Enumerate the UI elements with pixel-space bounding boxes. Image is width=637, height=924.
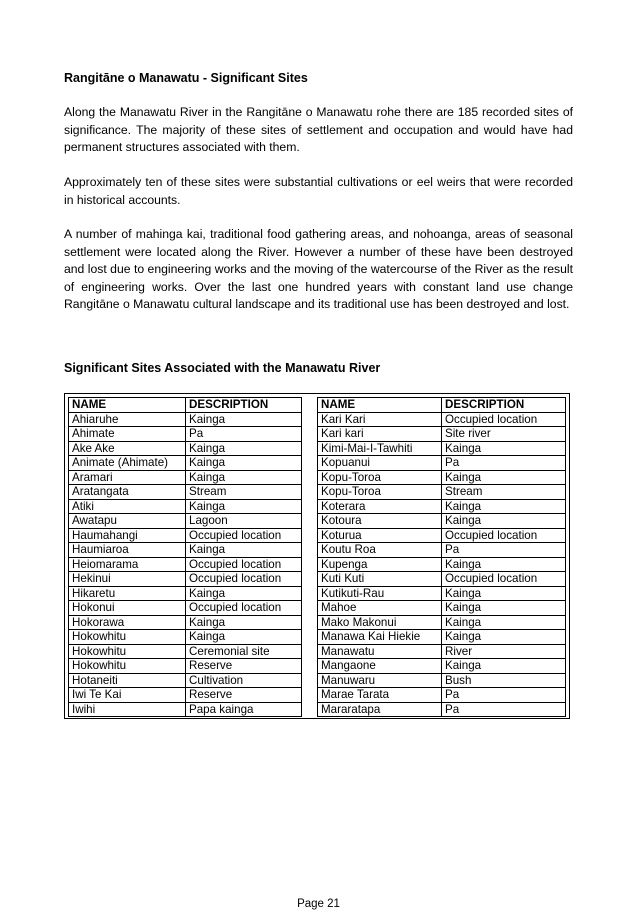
site-name-cell: Kupenga [318, 557, 442, 572]
site-description-cell: Kainga [442, 601, 566, 616]
site-name-cell: Aratangata [69, 485, 186, 500]
table-row [69, 673, 302, 688]
site-description-cell: Pa [186, 427, 302, 442]
site-description-cell: Kainga [186, 456, 302, 471]
table-row [318, 630, 566, 645]
table-row [318, 644, 566, 659]
site-name-cell: Koutu Roa [318, 543, 442, 558]
site-name-cell: Ahimate [69, 427, 186, 442]
site-name-cell: Koterara [318, 499, 442, 514]
site-description-cell: Kainga [186, 470, 302, 485]
site-description-cell: Occupied location [442, 572, 566, 587]
site-description-cell: Pa [442, 702, 566, 717]
site-description-cell: Kainga [442, 557, 566, 572]
site-name-cell: Hotaneiti [69, 673, 186, 688]
table-row [318, 702, 566, 717]
table-row [318, 586, 566, 601]
site-description-cell: Occupied location [186, 601, 302, 616]
site-name-cell: Kopuanui [318, 456, 442, 471]
table-row [69, 528, 302, 543]
site-description-cell: Stream [186, 485, 302, 500]
site-name-cell: Haumahangi [69, 528, 186, 543]
site-name-cell: Awatapu [69, 514, 186, 529]
table-row [69, 485, 302, 500]
table-row [318, 557, 566, 572]
table-row [69, 441, 302, 456]
site-description-cell: Kainga [186, 543, 302, 558]
site-name-cell: Mahoe [318, 601, 442, 616]
table-row [69, 688, 302, 703]
site-description-cell: Kainga [186, 499, 302, 514]
table-row [318, 499, 566, 514]
site-name-cell: Koturua [318, 528, 442, 543]
table-row [69, 572, 302, 587]
site-name-cell: Kari kari [318, 427, 442, 442]
table-row [69, 615, 302, 630]
site-description-cell: Site river [442, 427, 566, 442]
table-row [318, 514, 566, 529]
site-name-cell: Kotoura [318, 514, 442, 529]
site-name-cell: Iwihi [69, 702, 186, 717]
site-description-cell: River [442, 644, 566, 659]
site-name-cell: Mako Makonui [318, 615, 442, 630]
paragraph-mahinga-kai: A number of mahinga kai, traditional food gathering areas, and nohoanga, areas of seasonal settlement were located along the River. However a number of these have been destroyed and lost due to engineering works and the moving of the watercourse of the River as the result of engineering works. Over the last one hundred years with constant land use change Rangitāne o Manawatu cultural landscape and its traditional use has been destroyed and lost. [64, 227, 573, 312]
table-row [318, 485, 566, 500]
site-description-cell: Kainga [442, 630, 566, 645]
site-name-cell: Hokowhitu [69, 659, 186, 674]
sites-table-frame [64, 393, 570, 719]
site-description-cell: Kainga [442, 659, 566, 674]
table-row [69, 557, 302, 572]
site-description-cell: Cultivation [186, 673, 302, 688]
table-row [318, 412, 566, 427]
table-header-row [69, 398, 302, 413]
table-row [318, 572, 566, 587]
site-description-cell: Kainga [442, 514, 566, 529]
site-name-cell: Kutikuti-Rau [318, 586, 442, 601]
column-header-description: DESCRIPTION [186, 398, 302, 413]
site-description-cell: Papa kainga [186, 702, 302, 717]
table-row [318, 470, 566, 485]
site-name-cell: Haumiaroa [69, 543, 186, 558]
table-row [318, 456, 566, 471]
table-header-row [318, 398, 566, 413]
sites-table-left-body [69, 412, 302, 717]
table-row [69, 499, 302, 514]
table-row [69, 514, 302, 529]
site-description-cell: Occupied location [186, 557, 302, 572]
site-description-cell: Pa [442, 456, 566, 471]
site-description-cell: Kainga [442, 499, 566, 514]
site-name-cell: Manawatu [318, 644, 442, 659]
table-row [69, 586, 302, 601]
site-name-cell: Ahiaruhe [69, 412, 186, 427]
table-row [69, 644, 302, 659]
column-header-name: NAME [318, 398, 442, 413]
site-name-cell: Atiki [69, 499, 186, 514]
site-description-cell: Kainga [186, 586, 302, 601]
table-row [318, 673, 566, 688]
site-description-cell: Occupied location [186, 572, 302, 587]
table-row [69, 427, 302, 442]
table-row [69, 412, 302, 427]
site-description-cell: Stream [442, 485, 566, 500]
site-description-cell: Lagoon [186, 514, 302, 529]
site-description-cell: Kainga [442, 470, 566, 485]
table-row [318, 441, 566, 456]
column-header-name: NAME [69, 398, 186, 413]
table-row [69, 659, 302, 674]
site-name-cell: Hokowhitu [69, 630, 186, 645]
sites-table-left [68, 397, 302, 717]
site-description-cell: Reserve [186, 659, 302, 674]
table-row [318, 601, 566, 616]
site-description-cell: Kainga [442, 615, 566, 630]
site-description-cell: Kainga [186, 412, 302, 427]
table-row [318, 615, 566, 630]
column-header-description: DESCRIPTION [442, 398, 566, 413]
site-description-cell: Kainga [186, 630, 302, 645]
site-description-cell: Pa [442, 688, 566, 703]
site-description-cell: Kainga [186, 615, 302, 630]
site-description-cell: Reserve [186, 688, 302, 703]
table-row [318, 427, 566, 442]
table-row [318, 528, 566, 543]
table-row [69, 601, 302, 616]
site-name-cell: Iwi Te Kai [69, 688, 186, 703]
site-description-cell: Occupied location [186, 528, 302, 543]
site-name-cell: Hokonui [69, 601, 186, 616]
site-name-cell: Hekinui [69, 572, 186, 587]
site-description-cell: Occupied location [442, 528, 566, 543]
site-name-cell: Kopu-Toroa [318, 470, 442, 485]
table-title: Significant Sites Associated with the Manawatu River [64, 361, 381, 375]
table-row [318, 659, 566, 674]
table-row [69, 456, 302, 471]
site-description-cell: Kainga [186, 441, 302, 456]
site-name-cell: Aramari [69, 470, 186, 485]
site-description-cell: Occupied location [442, 412, 566, 427]
site-name-cell: Ake Ake [69, 441, 186, 456]
table-row [318, 688, 566, 703]
sites-table-right [317, 397, 566, 717]
site-name-cell: Marae Tarata [318, 688, 442, 703]
site-description-cell: Ceremonial site [186, 644, 302, 659]
site-name-cell: Kimi-Mai-I-Tawhiti [318, 441, 442, 456]
site-name-cell: Kari Kari [318, 412, 442, 427]
site-name-cell: Hokowhitu [69, 644, 186, 659]
site-name-cell: Hikaretu [69, 586, 186, 601]
table-row [69, 543, 302, 558]
table-row [318, 543, 566, 558]
section-heading: Rangitāne o Manawatu - Significant Sites [64, 71, 308, 85]
site-name-cell: Manuwaru [318, 673, 442, 688]
site-name-cell: Heiomarama [69, 557, 186, 572]
table-row [69, 702, 302, 717]
paragraph-recorded-sites: Along the Manawatu River in the Rangitāne o Manawatu rohe there are 185 recorded sites of significance. The majority of these sites of settlement and occupation and would have had permanent structures associated with them. [64, 105, 573, 155]
site-name-cell: Kopu-Toroa [318, 485, 442, 500]
site-description-cell: Pa [442, 543, 566, 558]
site-name-cell: Kuti Kuti [318, 572, 442, 587]
site-description-cell: Kainga [442, 586, 566, 601]
page-number: Page 21 [297, 898, 340, 910]
site-description-cell: Bush [442, 673, 566, 688]
site-name-cell: Mangaone [318, 659, 442, 674]
site-name-cell: Mararatapa [318, 702, 442, 717]
site-name-cell: Manawa Kai Hiekie [318, 630, 442, 645]
site-name-cell: Animate (Ahimate) [69, 456, 186, 471]
table-row [69, 470, 302, 485]
sites-table-right-body [318, 412, 566, 717]
site-description-cell: Kainga [442, 441, 566, 456]
paragraph-cultivations: Approximately ten of these sites were substantial cultivations or eel weirs that were recorded in historical accounts. [64, 175, 573, 207]
site-name-cell: Hokorawa [69, 615, 186, 630]
table-row [69, 630, 302, 645]
